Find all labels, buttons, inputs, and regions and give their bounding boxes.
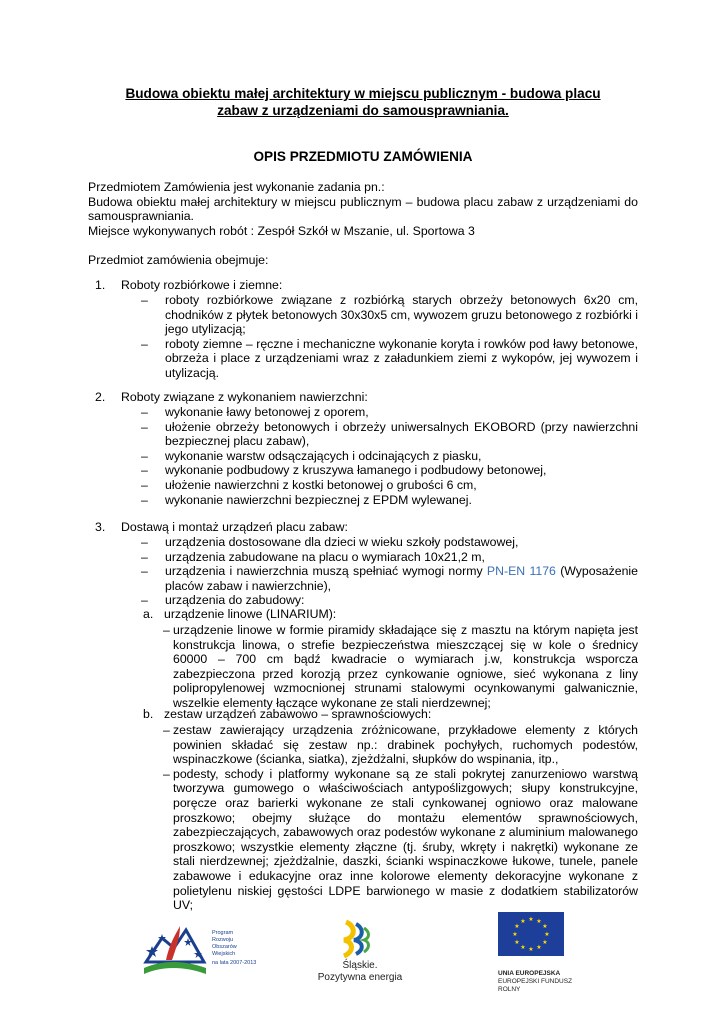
prow-years: na lata 2007-2013 — [212, 960, 257, 966]
section-heading: OPIS PRZEDMIOTU ZAMÓWIENIA — [253, 149, 473, 164]
svg-text:★: ★ — [536, 944, 542, 951]
prow-logo — [140, 916, 270, 986]
prow-line-2: Rozwoju — [212, 937, 234, 943]
section-title: Roboty związane z wykonaniem nawierzchni: — [121, 390, 368, 404]
subsection-a-list — [160, 623, 638, 711]
prow-line-3: Obszarów — [212, 944, 237, 950]
svg-text:★: ★ — [512, 931, 518, 938]
list-item — [160, 767, 638, 913]
list-item-text: zestaw zawierający urządzenia zróżnicowane, przykładowe elementy z których powinien składać się zestaw np.: drabinek pochyłych, ruchomych podestów, wspinaczkowe (ścianka, siatka), zjeżdżalni, słupków do wspinania, itp., — [173, 723, 638, 767]
list-item-text: podesty, schody i platformy wykonane są ze stali pokrytej zanurzeniowo warstwą tworzywa gumowego o właściwościach antypoślizgowych; słupy konstrukcyjne, poręcze oraz barierki wykonane ze stali cynkowanej ogniowo oraz malowane proszkowo; obejmy służące do montażu elementów sprawnościowych, zabezpieczających, zabawowych oraz podestów wykonane z aluminium malowanego proszkowo; wszystkie elementy złączne (tj. śruby, wkręty i nakrętki) wykonane ze stali nierdzewnej; zjeżdżalnie, daszki, ścianki wspinaczkowe łukowe, tunele, panele zabawowe i edukacyjne oraz inne kolorowe elementy dekoracyjne wykonane z polietylenu niskiej gęstości LDPE barwionego w masie z dodatkiem stabilizatorów UV; — [173, 766, 638, 913]
list-item — [121, 337, 638, 381]
list-item — [121, 535, 638, 550]
prow-text — [212, 930, 256, 967]
dash-bullet: – — [141, 463, 148, 478]
dash-bullet: – — [141, 549, 148, 564]
intro-line-3: Miejsce wykonywanych robót : Zespół Szkół w Mszanie, ul. Sportowa 3 — [88, 223, 475, 238]
subsection-letter: b. — [143, 707, 154, 721]
svg-text:★: ★ — [542, 939, 548, 946]
eu-flag-icon — [498, 912, 564, 956]
slaskie-name: Śląskie. — [342, 960, 378, 971]
norm-text-after: (Wyposażenie placów zabaw i nawierzchnie), — [165, 564, 638, 593]
list-item-text: urządzenia do zabudowy: — [165, 593, 305, 608]
svg-text:★: ★ — [542, 923, 548, 930]
list-item — [121, 405, 638, 420]
list-item — [121, 493, 638, 508]
intro-paragraph — [88, 180, 638, 238]
dash-bullet: – — [141, 593, 148, 608]
scope-intro: Przedmiot zamówienia obejmuje: — [88, 253, 269, 267]
dash-bullet: – — [141, 293, 148, 307]
section-number: 2. — [95, 390, 106, 404]
document-title — [88, 86, 638, 119]
list-item-text: wykonanie ławy betonowej z oporem, — [165, 405, 369, 419]
list-item-text: wykonanie podbudowy z kruszywa łamanego i podbudowy betonowej, — [165, 463, 547, 478]
list-item — [121, 550, 638, 565]
dash-bullet: – — [163, 766, 170, 781]
list-item — [121, 293, 638, 337]
dash-bullet: – — [141, 564, 148, 579]
list-item-text: urządzenie linowe w formie piramidy składające się z masztu na którym napięta jest konstrukcja linowa, o strefie bezpieczeństwa mieszczącej się w kole o średnicy 60000 – 700 cm bądź kwadracie o wymiarach j.w, konstrukcja wsporcza zabezpieczona przed korozją przez cynkowanie ogniowe, sieć wykonana z liny polipropylenowej wzmocnionej strunami stalowymi ocynkowanymi galwanicznie, wszelkie elementy łączące wykonane ze stali nierdzewnej; — [173, 623, 638, 710]
prow-emblem-icon — [140, 916, 210, 986]
dash-bullet: – — [163, 623, 170, 637]
title-line-2: zabaw z urządzeniami do samousprawniania. — [217, 102, 509, 118]
svg-text:★: ★ — [514, 939, 520, 946]
svg-text:★: ★ — [520, 944, 526, 951]
section-2-list — [121, 405, 638, 507]
list-item — [121, 564, 638, 593]
section-number: 3. — [95, 520, 106, 534]
slaskie-logo — [300, 918, 420, 988]
svg-text:★: ★ — [520, 918, 526, 925]
list-item — [121, 478, 638, 493]
title-line-1: Budowa obiektu małej architektury w miejscu publicznym - budowa placu — [125, 86, 601, 101]
list-item-text: ułożenie obrzeży betonowych i obrzeży uniwersalnych EKOBORD (przy nawierzchni bezpiecznej placu zabaw), — [165, 419, 638, 449]
list-item-text: urządzenia zabudowane na placu o wymiarach 10x21,2 m, — [165, 549, 485, 564]
section-1-list — [121, 293, 638, 381]
norm-text-before: urządzenia i nawierzchnia muszą spełniać wymogi normy — [165, 564, 483, 579]
list-item-text: ułożenie nawierzchni z kostki betonowej o grubości 6 cm, — [165, 477, 477, 492]
list-item-text: roboty rozbiórkowe związane z rozbiórką starych obrzeży betonowych 6x20 cm, chodników z płytek betonowych 30x30x5 cm, wywozem gruzu betonowego z rozbiórki i jego utylizacją; — [165, 293, 638, 337]
eu-text — [498, 970, 572, 994]
list-item-text: wykonanie nawierzchni bezpiecznej z EPDM wylewanej. — [165, 492, 472, 507]
intro-line-2: Budowa obiektu małej architektury w miejscu publicznym – budowa placu zabaw z urządzeniami do samousprawniania. — [88, 194, 638, 224]
section-title: Roboty rozbiórkowe i ziemne: — [121, 278, 283, 292]
list-item-text: roboty ziemne – ręczne i mechaniczne wykonanie koryta i rowków pod ławy betonowe, obrzeża i place z urządzeniami wraz z załadunkiem ziemi z wykopów, jej wywozem i utylizacją. — [165, 336, 638, 380]
dash-bullet: – — [141, 336, 148, 351]
list-item — [121, 593, 638, 608]
prow-line-1: Program — [212, 930, 234, 936]
list-item — [121, 420, 638, 449]
list-item-text — [165, 564, 638, 593]
norm-code: PN-EN 1176 — [486, 564, 556, 579]
dash-bullet: – — [141, 492, 148, 507]
subsection-b — [143, 707, 431, 722]
section-3-list — [121, 535, 638, 608]
section-title: Dostawą i montaż urządzeń placu zabaw: — [121, 520, 348, 534]
svg-text:★: ★ — [544, 931, 550, 938]
dash-bullet: – — [141, 405, 148, 419]
svg-text:★: ★ — [528, 946, 534, 953]
list-item — [160, 623, 638, 711]
list-item — [121, 463, 638, 478]
slaskie-emblem-icon — [332, 918, 382, 958]
slaskie-text — [300, 960, 420, 984]
svg-text:★: ★ — [514, 923, 520, 930]
subsection-letter: a. — [143, 607, 154, 621]
eu-line-3: ROLNY — [498, 986, 521, 993]
subsection-b-list — [160, 723, 638, 913]
subsection-title: urządzenie linowe (LINARIUM): — [164, 607, 337, 621]
dash-bullet: – — [141, 419, 148, 434]
dash-bullet: – — [141, 535, 148, 549]
list-item — [121, 449, 638, 464]
svg-text:★: ★ — [536, 918, 542, 925]
footer-logos — [0, 912, 725, 1024]
dash-bullet: – — [141, 477, 148, 492]
dash-bullet: – — [141, 448, 148, 463]
dash-bullet: – — [163, 723, 170, 737]
eu-line-1: UNIA EUROPEJSKA — [498, 970, 561, 977]
list-item-text: urządzenia dostosowane dla dzieci w wieku szkoły podstawowej, — [165, 535, 519, 549]
list-item-text: wykonanie warstw odsączających i odcinających z piasku, — [165, 448, 482, 463]
svg-text:★: ★ — [528, 916, 534, 923]
section-number: 1. — [95, 278, 106, 292]
prow-line-4: Wiejskich — [212, 951, 236, 957]
subsection-title: zestaw urządzeń zabawowo – sprawnościowych: — [164, 707, 432, 721]
eu-line-2: EUROPEJSKI FUNDUSZ — [498, 978, 573, 985]
intro-line-1: Przedmiotem Zamówienia jest wykonanie zadania pn.: — [88, 180, 385, 194]
subsection-a — [143, 607, 336, 622]
list-item — [160, 723, 638, 767]
eu-logo — [498, 912, 608, 1016]
slaskie-tagline: Pozytywna energia — [317, 972, 403, 983]
